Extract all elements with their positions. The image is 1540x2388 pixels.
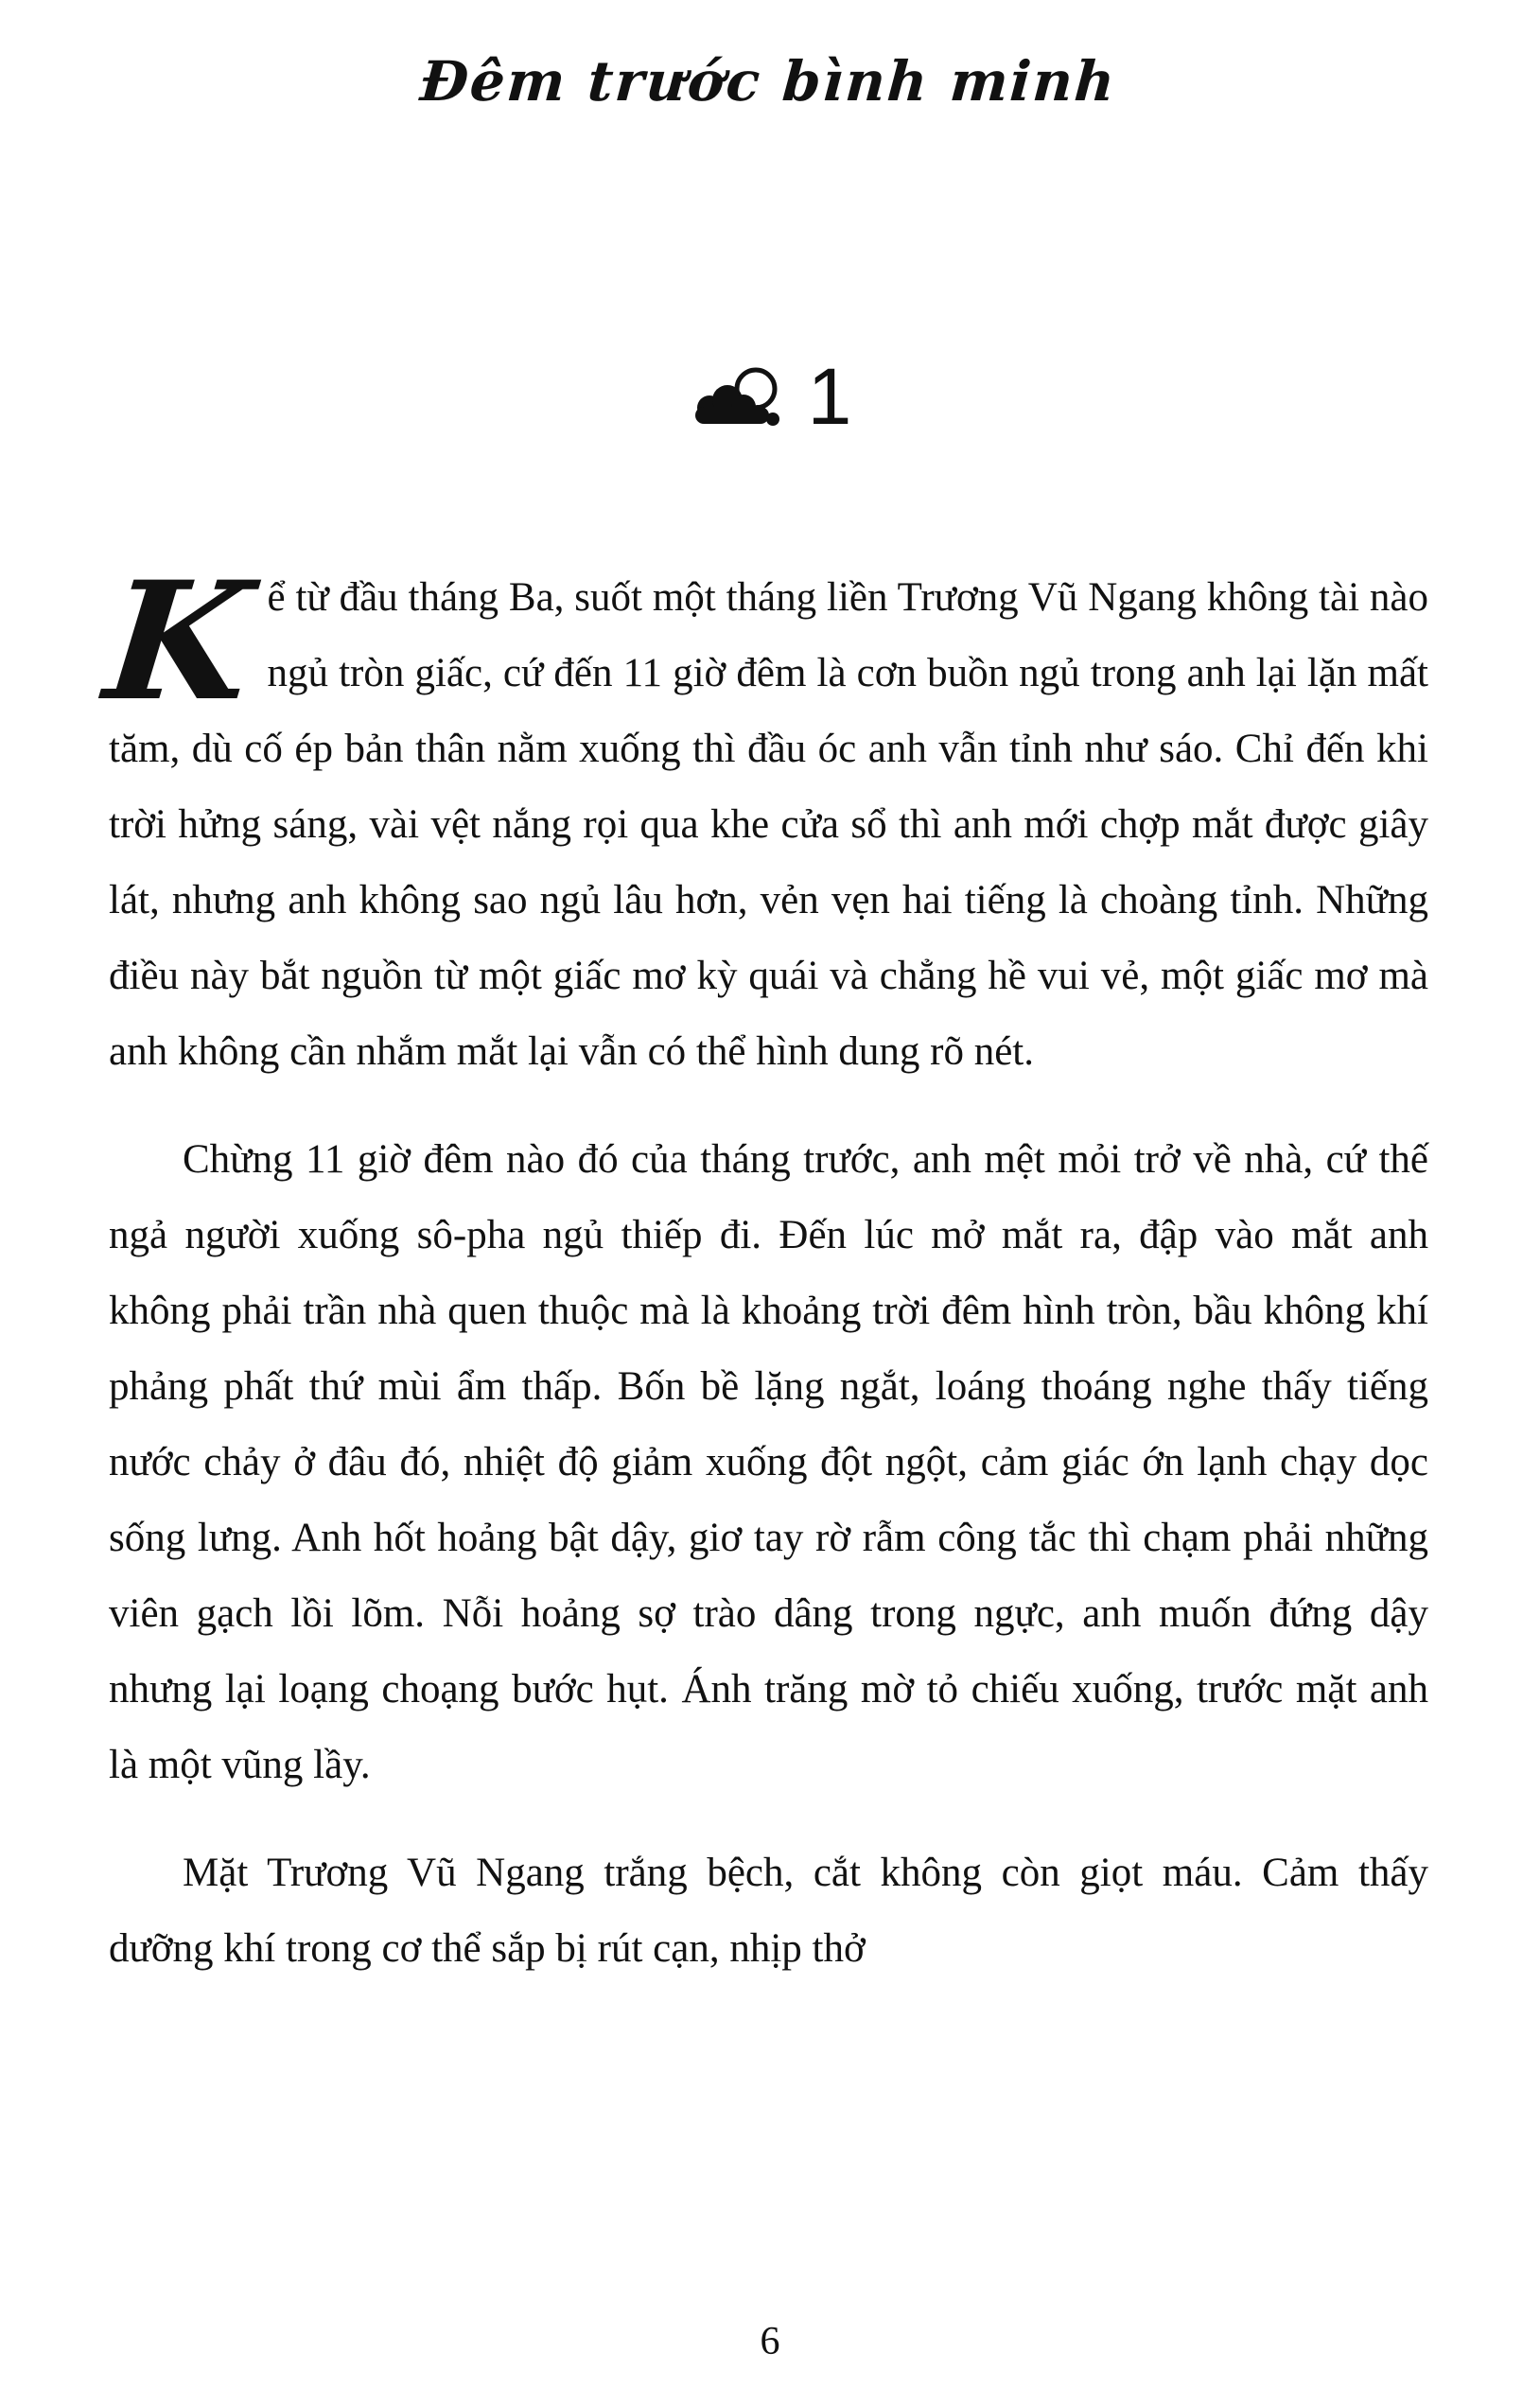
paragraph-2: Chừng 11 giờ đêm nào đó của tháng trước, anh mệt mỏi trở về nhà, cứ thế ngả người xuống sô-pha ngủ thiếp đi. Đến lúc mở mắt ra, đập vào mắt anh không phải trần nhà quen thuộc mà là khoảng trời đêm hình tròn, bầu không khí phảng phất thứ mùi ẩm thấp. Bốn bề lặng ngắt, loáng thoáng nghe thấy tiếng nước chảy ở đâu đó, nhiệt độ giảm xuống đột ngột, cảm giác ớn lạnh chạy dọc sống lưng. Anh hốt hoảng bật dậy, giơ tay rờ rẫm công tắc thì chạm phải những viên gạch lồi lõm. Nỗi hoảng sợ trào dâng trong ngực, anh muốn đứng dậy nhưng lại loạng choạng bước hụt. Ánh trăng mờ tỏ chiếu xuống, trước mặt anh là một vũng lầy. (109, 1136, 1428, 1787)
dropcap-letter: K (97, 544, 260, 737)
cloud-moon-icon (689, 363, 783, 435)
chapter-marker (0, 352, 1540, 447)
paragraph-1 (97, 544, 1428, 1090)
paragraph-3: Mặt Trương Vũ Ngang trắng bệch, cắt không còn giọt máu. Cảm thấy dưỡng khí trong cơ thể sắp bị rút cạn, nhịp thở (109, 1850, 1428, 1971)
chapter-number: 1 (807, 351, 852, 441)
paragraph-1-text: ể từ đầu tháng Ba, suốt một tháng liền Trương Vũ Ngang không tài nào ngủ tròn giấc, cứ đến 11 giờ đêm là cơn buồn ngủ trong anh lại lặn mất tăm, dù cố ép bản thân nằm xuống thì đầu óc anh vẫn tỉnh như sáo. Chỉ đến khi trời hửng sáng, vài vệt nắng rọi qua khe cửa sổ thì anh mới chợp mắt được giây lát, nhưng anh không sao ngủ lâu hơn, vẻn vẹn hai tiếng là choàng tỉnh. Những điều này bắt nguồn từ một giấc mơ kỳ quái và chẳng hề vui vẻ, một giấc mơ mà anh không cần nhắm mắt lại vẫn có thể hình dung rõ nét. (109, 574, 1428, 1074)
body-text (97, 544, 1428, 1987)
running-head-title: Đêm trước bình minh (417, 49, 1119, 114)
page-number: 6 (760, 2320, 780, 2363)
